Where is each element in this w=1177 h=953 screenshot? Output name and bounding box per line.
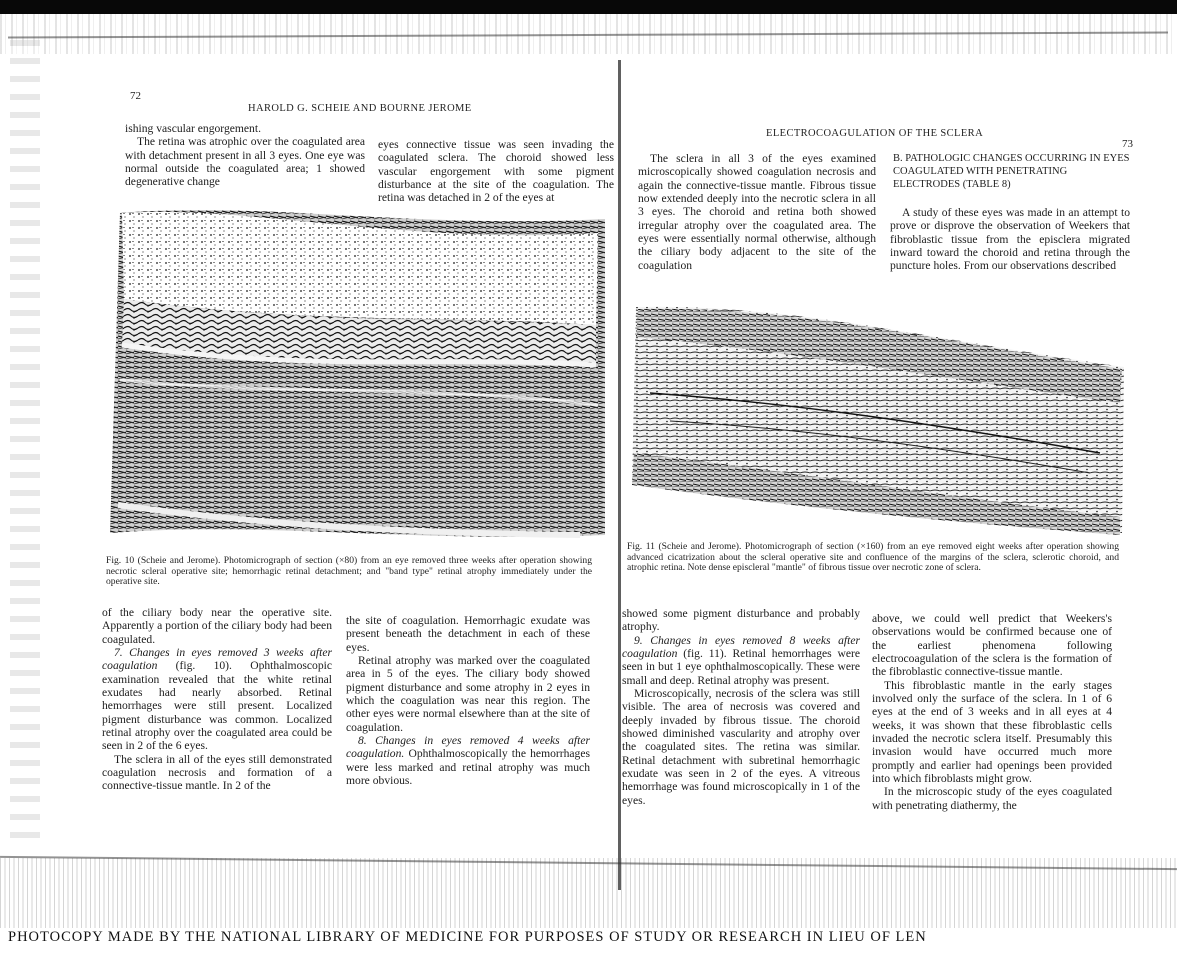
right-page-number: 73 <box>1122 138 1133 150</box>
paragraph: A study of these eyes was made in an attempt to prove or disprove the observation of Weekers that fibroblastic tissue from the episclera migrated inward toward the choroid and retina through the puncture holes. From our observations described <box>890 206 1130 273</box>
paragraph: Microscopically, necrosis of the sclera was still visible. The area of necrosis was covered and deeply invaded by fibrous tissue. The choroid showed diminished vascularity and atrophy over the coagulated sites. The retina was similar. Retinal detachment with subretinal hemorrhagic exudate was seen in 2 of the eyes. A vitreous hemorrhage was found microscopically in 1 of the eyes. <box>622 687 860 807</box>
section-8-text: Ophthalmoscopically the hemorrhages were less marked and retinal atrophy was much more obvious. <box>346 747 590 788</box>
figure-11-photomicrograph <box>630 303 1126 543</box>
paragraph: This fibroblastic mantle in the early stages involved only the surface of the sclera. In 1 of 6 eyes at the end of 3 weeks and in all eyes at 4 weeks, it was shown that these fibroblastic cells invaded the necrotic sclera itself. Presumably this invasion would have occurred much more promptly and earlier had openings been provided into which fibroblasts might grow. <box>872 678 1112 786</box>
paragraph: eyes connective tissue was seen invading the coagulated sclera. The choroid showed less vascular engorgement with some pigment disturbance at the site of the coagulation. The retina was detached in 2 of the eyes at <box>378 138 614 205</box>
paragraph: The sclera in all 3 of the eyes examined microscopically showed coagulation necrosis and again the connective-tissue mantle. Fibrous tissue now extended deeply into the necrotic sclera in all 3 eyes. The choroid and retina both showed irregular atrophy over the coagulated area. The eyes were essentially normal otherwise, although the ciliary body adjacent to the site of the coagulation <box>638 152 876 272</box>
section-7-heading: 7. Changes in eyes removed 3 weeks after coagulation <box>102 646 332 673</box>
section-9-heading: 9. Changes in eyes removed 8 weeks after coagulation <box>622 633 860 661</box>
right-top-column-2 <box>890 206 1130 273</box>
paragraph: ishing vascular engorgement. <box>125 122 261 135</box>
figure-10-caption: Fig. 10 (Scheie and Jerome). Photomicrograph of section (×80) from an eye removed three weeks after operation showing necrotic scleral operative site; hemorrhagic retinal detachment; and "band type" retinal atrophy immediately under the operative site. <box>106 555 592 588</box>
scan-noise-left-edge <box>10 40 40 840</box>
paragraph: In the microscopic study of the eyes coagulated with penetrating diathermy, the <box>872 785 1112 812</box>
photocopy-footer-notice: PHOTOCOPY MADE BY THE NATIONAL LIBRARY OF MEDICINE FOR PURPOSES OF STUDY OR RESEARCH IN LIEU OF LEN <box>8 929 927 945</box>
left-bottom-column-2 <box>346 614 590 787</box>
figure-11-caption: Fig. 11 (Scheie and Jerome). Photomicrograph of section (×160) from an eye removed eight weeks after operation showing advanced cicatrization about the scleral operative site and confluence of the margins of the sclera, sclerotic choroid, and atrophic retina. Note dense episcleral "mantle" of fibrous tissue over necrotic zone of sclera. <box>627 541 1119 574</box>
section-b-heading: B. PATHOLOGIC CHANGES OCCURRING IN EYES COAGULATED WITH PENETRATING ELECTRODES (TABLE 8) <box>893 153 1130 190</box>
section-9-text: (fig. 11). Retinal hemorrhages were seen in but 1 eye ophthalmoscopically. These were small and deep. Retinal atrophy was present. <box>622 647 861 687</box>
left-top-column-1 <box>125 122 365 189</box>
paragraph: above, we could well predict that Weekers's observations would be confirmed because one of the earliest phenomena following electrocoagulation of the sclera is the formation of the fibroblastic connective-tissue mantle. <box>872 612 1112 679</box>
paragraph: the site of coagulation. Hemorrhagic exudate was present beneath the detachment in each of these eyes. <box>346 614 590 654</box>
section-7-text: (fig. 10). Ophthalmoscopic examination revealed that the white retinal exudates had nearly absorbed. Retinal hemorrhages were still present. Localized pigment disturbance was common. Localized retinal atrophy over the coagulated area could be seen in 2 of the 6 eyes. <box>102 659 332 753</box>
paragraph: The retina was atrophic over the coagulated area with detachment present in all 3 eyes. One eye was normal outside the coagulated area; 1 showed degenerative change <box>125 135 365 189</box>
left-page-number: 72 <box>130 90 141 102</box>
figure-10-photomicrograph <box>110 205 610 550</box>
right-top-column-1 <box>638 152 876 272</box>
paragraph: Retinal atrophy was marked over the coagulated area in 5 of the eyes. The ciliary body showed pigment disturbance and some atrophy in 2 eyes in which the coagulation was near this region. The other eyes were normal elsewhere than at the site of coagulation. <box>346 654 590 734</box>
paragraph: showed some pigment disturbance and probably atrophy. <box>622 607 860 634</box>
scan-top-border <box>0 0 1177 14</box>
paragraph: The sclera in all of the eyes still demonstrated coagulation necrosis and formation of a connective-tissue mantle. In 2 of the <box>102 752 332 793</box>
paragraph <box>346 734 590 787</box>
right-bottom-column-1 <box>622 607 860 807</box>
paragraph: of the ciliary body near the operative site. Apparently a portion of the ciliary body had been coagulated. <box>102 606 332 646</box>
left-running-head: HAROLD G. SCHEIE AND BOURNE JEROME <box>248 103 472 114</box>
right-running-head: ELECTROCOAGULATION OF THE SCLERA <box>766 128 984 139</box>
paragraph <box>102 646 332 753</box>
book-spine <box>618 60 621 890</box>
left-top-column-2 <box>378 138 614 205</box>
left-bottom-column-1 <box>102 606 332 793</box>
section-8-heading: 8. Changes in eyes removed 4 weeks after coagulation. <box>346 734 590 761</box>
scan-noise-bottom <box>0 858 1177 928</box>
right-bottom-column-2 <box>872 612 1112 812</box>
paragraph <box>622 634 860 687</box>
